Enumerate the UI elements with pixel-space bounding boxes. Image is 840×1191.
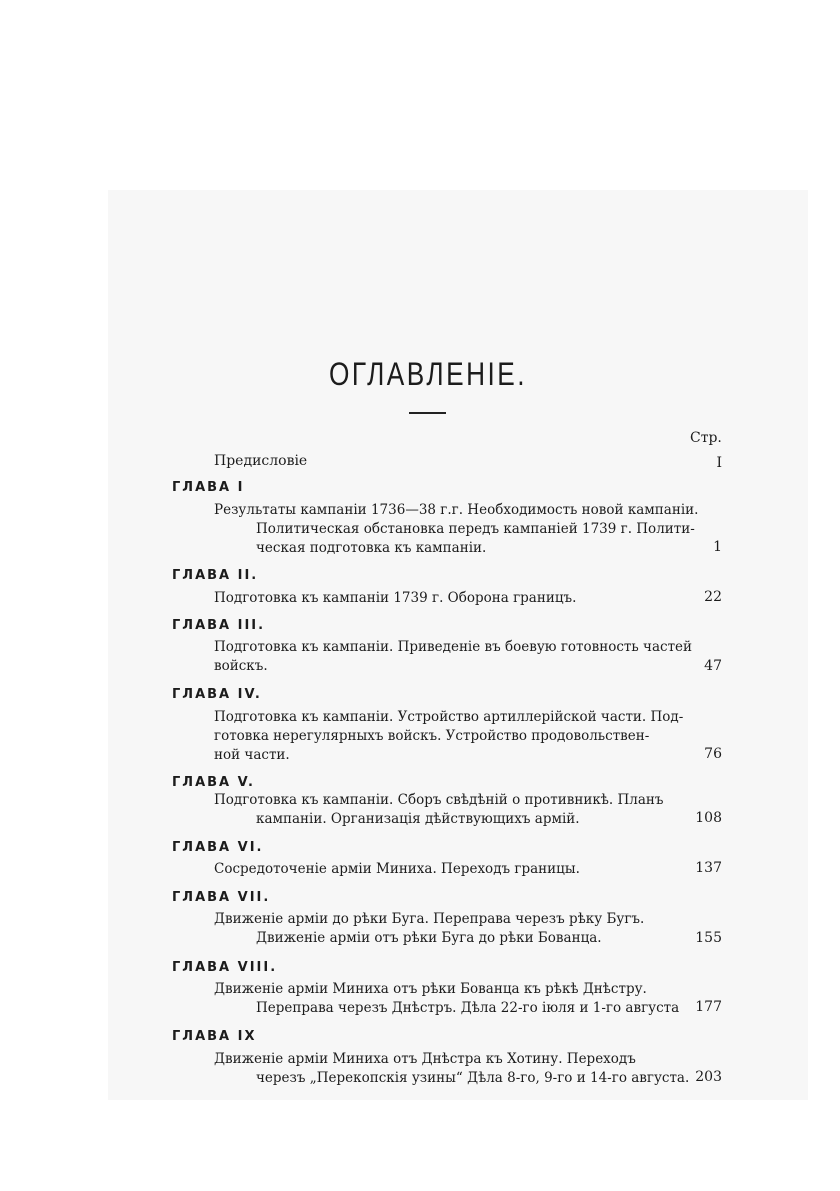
page-title: ОГЛАВЛЕНІЕ. xyxy=(329,356,527,392)
page-column-label: Стр. xyxy=(690,430,722,446)
chapter-line: Подготовка къ кампаніи. Сборъ свѣдѣній о противникѣ. Планъ xyxy=(214,792,664,808)
chapter-line: Результаты кампаніи 1736—38 г.г. Необходимость новой кампаніи. xyxy=(214,502,699,518)
chapter-line: Переправа черезъ Днѣстръ. Дѣла 22-го іюля и 1-го августа xyxy=(256,1000,680,1016)
chapter-page-number-7: 155 xyxy=(695,930,722,946)
chapter-heading-9: ГЛАВА IX xyxy=(172,1029,257,1044)
chapter-line: Движеніе арміи Миниха отъ рѣки Бованца къ рѣкѣ Днѣстру. xyxy=(214,981,647,997)
chapter-line: Политическая обстановка передъ кампаніей 1739 г. Полити- xyxy=(256,521,695,537)
chapter-heading-5: ГЛАВА V. xyxy=(172,775,255,790)
chapter-description-6 xyxy=(214,860,684,879)
chapter-line: черезъ „Перекопскія узины“ Дѣла 8-го, 9-го и 14-го августа. xyxy=(256,1070,690,1086)
chapter-line: кампаніи. Организація дѣйствующихъ армій. xyxy=(256,811,580,827)
chapter-description-8 xyxy=(214,980,684,1018)
chapter-page-number-6: 137 xyxy=(695,860,722,876)
chapter-line: Движеніе арміи Миниха отъ Днѣстра къ Хотину. Переходъ xyxy=(214,1051,636,1067)
chapter-page-number-2: 22 xyxy=(704,589,722,605)
chapter-line: ной части. xyxy=(214,747,290,763)
chapter-line: войскъ. xyxy=(214,658,268,674)
chapter-line: готовка нерегулярныхъ войскъ. Устройство продовольствен- xyxy=(214,728,650,744)
chapter-line: Подготовка къ кампаніи. Приведеніе въ боевую готовность частей xyxy=(214,639,693,655)
chapter-line: Сосредоточеніе арміи Миниха. Переходъ границы. xyxy=(214,861,580,877)
chapter-line: Движеніе арміи до рѣки Буга. Переправа черезъ рѣку Бугъ. xyxy=(214,911,645,927)
chapter-heading-2: ГЛАВА II. xyxy=(172,568,259,583)
chapter-page-number-8: 177 xyxy=(695,999,722,1015)
chapter-heading-6: ГЛАВА VI. xyxy=(172,840,264,855)
chapter-heading-1: ГЛАВА I xyxy=(172,480,245,495)
chapter-description-5 xyxy=(214,791,684,829)
chapter-line: ческая подготовка къ кампаніи. xyxy=(256,540,487,556)
chapter-page-number-4: 76 xyxy=(704,746,722,762)
chapter-page-number-5: 108 xyxy=(695,810,722,826)
chapter-description-3 xyxy=(214,638,693,676)
preface-page-number: I xyxy=(716,455,722,471)
preface-label: Предисловіе xyxy=(214,453,308,469)
chapter-heading-3: ГЛАВА III. xyxy=(172,618,266,633)
chapter-heading-8: ГЛАВА VIII. xyxy=(172,960,278,975)
chapter-description-2 xyxy=(214,589,684,608)
chapter-description-1 xyxy=(214,501,699,558)
title-underline xyxy=(409,412,446,414)
chapter-description-9 xyxy=(214,1050,690,1088)
chapter-description-7 xyxy=(214,910,684,948)
chapter-page-number-1: 1 xyxy=(713,539,722,555)
chapter-line: Подготовка къ кампаніи 1739 г. Оборона границъ. xyxy=(214,590,577,606)
chapter-description-4 xyxy=(214,708,684,765)
chapter-page-number-3: 47 xyxy=(704,658,722,674)
chapter-line: Движеніе арміи отъ рѣки Буга до рѣки Бованца. xyxy=(256,930,602,946)
chapter-page-number-9: 203 xyxy=(695,1069,722,1085)
chapter-heading-4: ГЛАВА IV. xyxy=(172,687,262,702)
chapter-line: Подготовка къ кампаніи. Устройство артиллерійской части. Под- xyxy=(214,709,684,725)
chapter-heading-7: ГЛАВА VII. xyxy=(172,890,271,905)
